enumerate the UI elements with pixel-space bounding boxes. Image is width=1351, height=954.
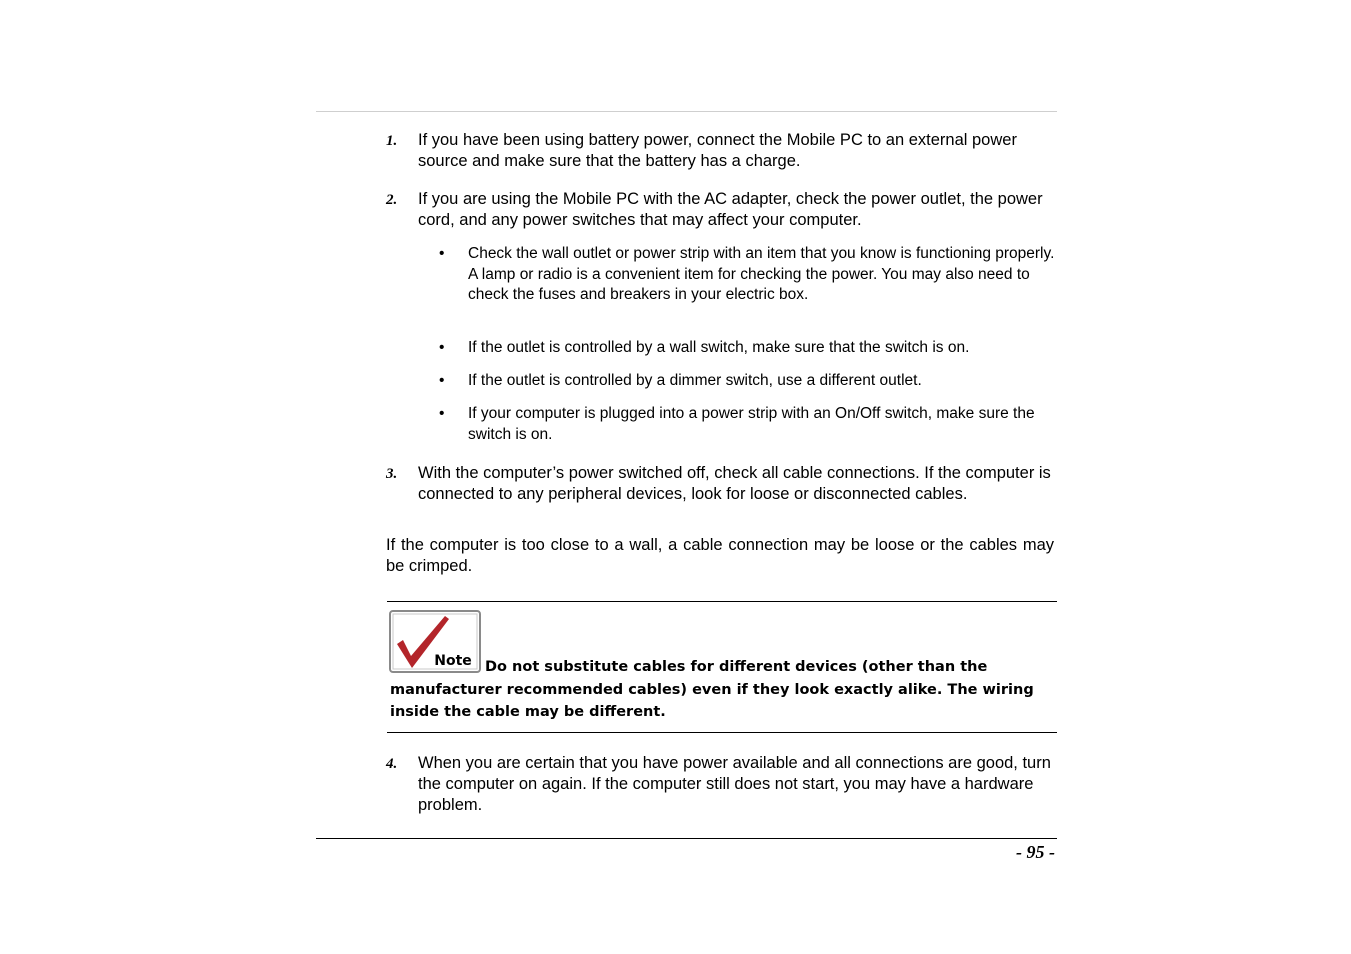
step-number: 3.	[386, 466, 398, 482]
list-item: • Check the wall outlet or power strip with an item that you know is functioning properly. A lamp or radio is a convenient item for checking the power. You may also need to check the fuses and breakers in your electric box.	[439, 245, 1055, 303]
step-number: 1.	[386, 133, 398, 149]
step-1	[386, 130, 1056, 172]
step-text: When you are certain that you have power available and all connections are good, turn the computer on again. If the computer still does not start, you may have a hardware problem.	[418, 754, 1051, 814]
step-4	[386, 753, 1056, 816]
step-text: With the computer’s power switched off, check all cable connections. If the computer is connected to any peripheral devices, look for loose or disconnected cables.	[418, 464, 1051, 503]
page-number: - 95 -	[1016, 842, 1055, 862]
bullet-icon: •	[439, 245, 445, 262]
bullet-icon: •	[439, 372, 445, 389]
step-number: 2.	[386, 192, 398, 208]
cable-paragraph: If the computer is too close to a wall, a cable connection may be loose or the cables may be crimped.	[386, 536, 1054, 575]
step-text: If you are using the Mobile PC with the AC adapter, check the power outlet, the power cord, and any power switches that may affect your computer.	[418, 190, 1043, 229]
note-box	[387, 601, 1057, 733]
bullet-icon: •	[439, 405, 445, 422]
note-text: Do not substitute cables for different devices (other than the manufacturer recommended cables) even if they look exactly alike. The wiring inside the cable may be different.	[390, 659, 1034, 720]
list-item: • If your computer is plugged into a power strip with an On/Off switch, make sure the switch is on.	[439, 405, 1035, 443]
list-item: • If the outlet is controlled by a dimmer switch, use a different outlet.	[436, 371, 1056, 392]
note-icon-label: Note	[434, 653, 472, 669]
step-number: 4.	[386, 756, 398, 772]
footer-rule	[316, 838, 1057, 839]
step-text: If you have been using battery power, connect the Mobile PC to an external power source and make sure that the battery has a charge.	[418, 131, 1017, 170]
bullet-icon: •	[439, 339, 445, 356]
header-rule	[316, 111, 1057, 112]
list-item: • If the outlet is controlled by a wall switch, make sure that the switch is on.	[436, 338, 1056, 359]
step-2	[386, 189, 1056, 231]
step-3	[386, 463, 1056, 505]
